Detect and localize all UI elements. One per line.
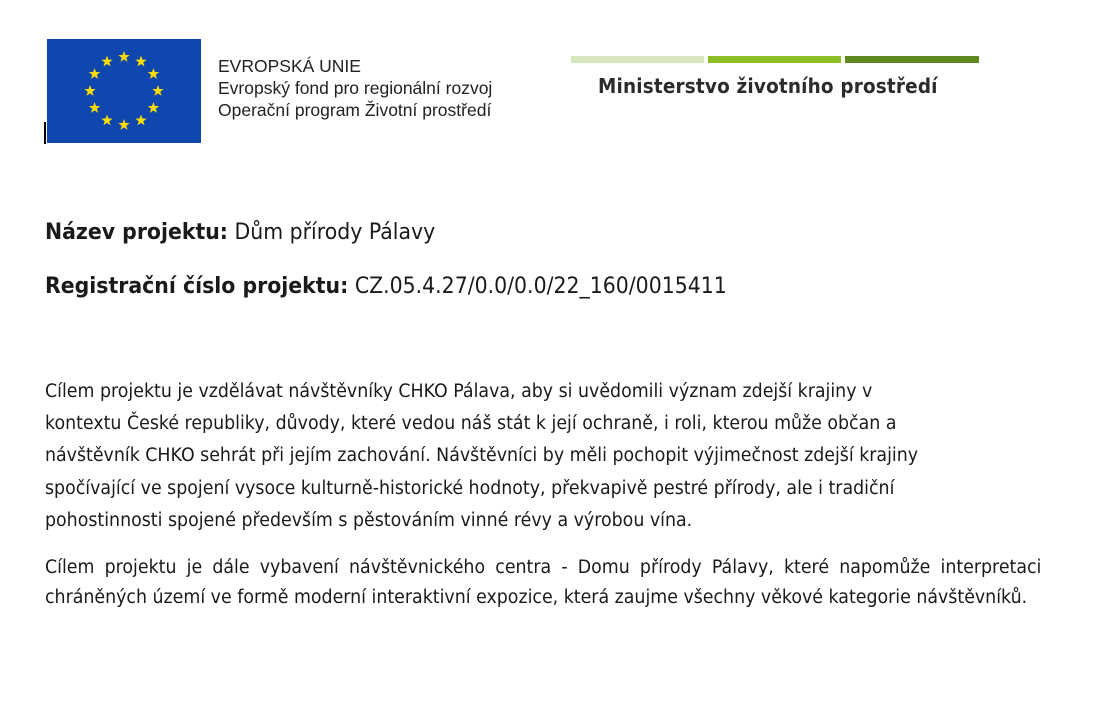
eu-title: EVROPSKÁ UNIE [218, 56, 361, 76]
description-paragraph-2: Cílem projektu je dále vybavení návštěvnického centra - Domu přírody Pálavy, které napomůže interpretaci chráněných území ve formě moderní interaktivní expozice, která zaujme všechny věkové kategorie návštěvníků. [45, 557, 1042, 608]
project-registration-value: CZ.05.4.27/0.0/0.0/22_160/0015411 [354, 274, 727, 299]
project-registration-label: Registrační číslo projektu: [45, 274, 349, 299]
eu-fund-name: Evropský fond pro regionální rozvoj [218, 78, 493, 98]
eu-flag-logo [47, 39, 201, 143]
project-name-line [45, 220, 435, 245]
ministry-bar-dark [845, 56, 979, 63]
eu-program-name: Operační program Životní prostředí [218, 100, 492, 120]
ministry-bar-medium [708, 56, 841, 63]
project-name-value: Dům přírody Pálavy [234, 220, 436, 245]
project-name-label: Název projektu: [45, 220, 228, 245]
ministry-name: Ministerstvo životního prostředí [598, 74, 938, 98]
eu-funding-text [218, 55, 492, 121]
paragraph-line: návštěvník CHKO sehrát při jejím zachování. Návštěvníci by měli pochopit výjimečnost zdejší krajiny [45, 445, 919, 467]
paragraph-line: pohostinnosti spojené především s pěstováním vinné révy a výrobou vína. [45, 509, 693, 531]
paragraph-line: Cílem projektu je vzdělávat návštěvníky CHKO Pálava, aby si uvědomili význam zdejší krajiny v [45, 381, 873, 402]
text-cursor [44, 122, 46, 144]
paragraph-line: kontextu České republiky, důvody, které vedou náš stát k její ochraně, i roli, kterou může občan a [45, 413, 897, 435]
ministry-logo-bars [571, 56, 979, 63]
description-paragraph-1 [45, 376, 1041, 537]
project-registration-line [45, 274, 727, 299]
ministry-bar-light [571, 56, 704, 63]
paragraph-line: spočívající ve spojení vysoce kulturně-historické hodnoty, překvapivě pestré přírody, ale i tradiční [45, 477, 895, 499]
